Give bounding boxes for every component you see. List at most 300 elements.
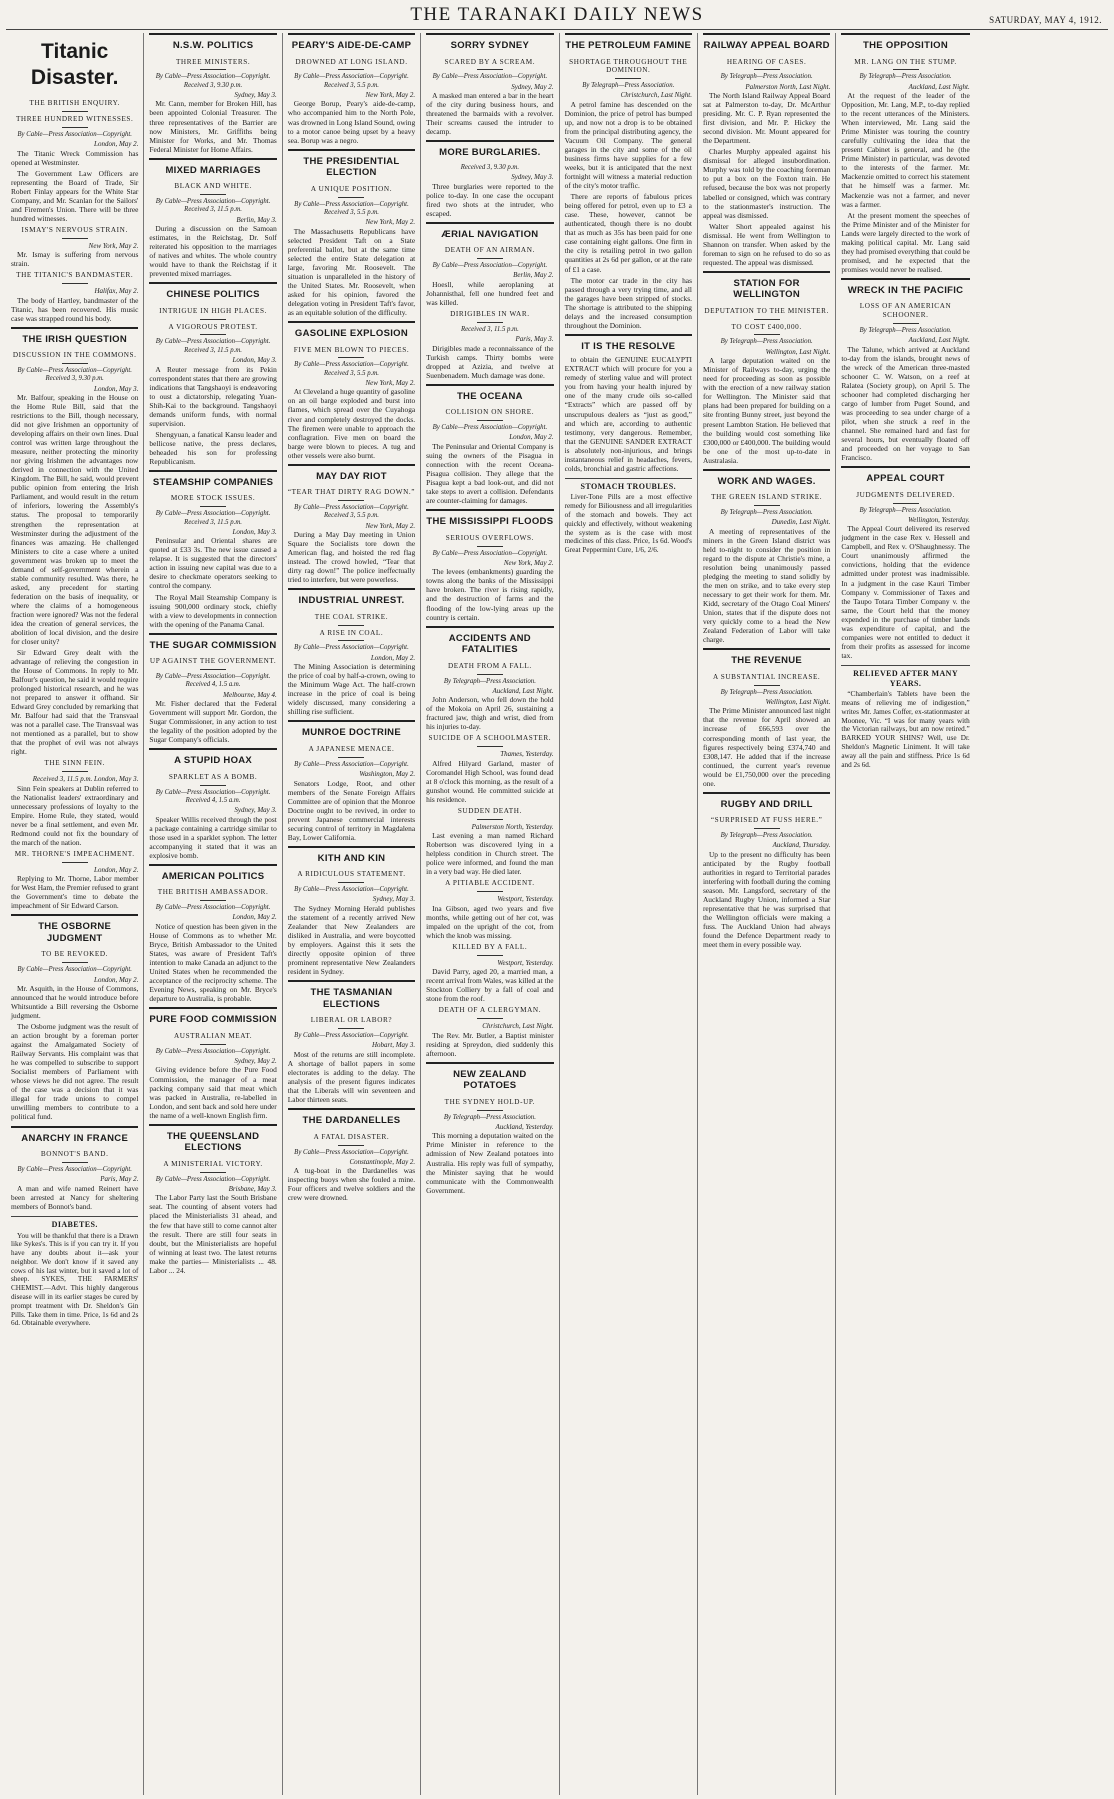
dateline: New York, May 2. [365,378,416,387]
article-subhead: AUSTRALIAN MEAT. [174,1031,253,1040]
article [426,1062,553,1195]
divider-rule [893,503,919,504]
column-5 [560,33,698,1795]
article-subhead: DROWNED AT LONG ISLAND. [295,57,408,66]
press-credit: Received 3, 11.5 p.m. [460,325,519,333]
divider-rule [338,69,364,70]
article [149,633,276,745]
advertisement-text: “Chamberlain's Tablets have been the means of relieving me of indigestion,” writes Mr. James Coffer, ex-stationmaster at Moonee, Vic. “I was for many years with the Victorian railways, but am now retired.” BARKED YOUR SHINS? Well, use Dr. Sheldon's Magnetic Liniment. It will take away all the pain and stiffness. Price 1s 6d and 2s 6d. [841,690,970,769]
article-subhead: THE SYDNEY HOLD-UP. [444,1097,536,1106]
advertisement-text: You will be thankful that there is a Drawn like Sykes's. This is if you can try it. If you have any doubts about it—ask your neighbor. We don't know if it saved any cows of his last winter, but it saved a lot of sheep. SYKES, THE FARMERS' CHEMIST.—Advt. This highly dangerous disease will in its earlier stages be cured by prompt treatment with Dr. Sheldon's Gin Pills. Take them in time. Price, 1s 6d and 2s 6d. Obtainable everywhere. [11,1231,139,1328]
dateline: Auckland, Last Night. [908,82,970,91]
article-headline: ACCIDENTS AND FATALITIES [426,626,553,659]
divider-rule [477,674,503,675]
press-credit: By Telegraph—Press Association. [720,832,813,840]
press-credit: By Cable—Press Association—Copyright. Received 4, 1.5 a.m. [155,672,271,689]
article-paragraph: Ina Gibson, aged two years and five months, while getting out of her cot, was impaled on the upright of the cot, from which the knob was missing. [426,903,554,940]
advertisement-heading: RELIEVED AFTER MANY YEARS. [853,668,959,688]
article-headline: NEW ZEALAND POTATOES [426,1062,553,1095]
article-paragraph: Speaker Willis received through the post a package containing a cartridge similar to those used in a sparklet syphon. The letter accompanying it stated that it was an explosive bomb. [149,814,277,860]
press-credit: By Cable—Press Association—Copyright. Received 3, 9.30 p.m. [155,73,271,89]
article-subhead: HEARING OF CASES. [726,57,807,66]
press-credit: By Telegraph—Press Association. [582,82,675,90]
article-subhead: COLLISION ON SHORE. [445,408,535,417]
article-subhead: DEATH FROM A FALL. [447,661,532,670]
article [426,509,553,621]
dateline: Westport, Yesterday. [497,958,554,967]
article [288,149,415,317]
divider-rule [62,111,88,112]
column-1 [6,33,144,1795]
article-paragraph: Mr. Cann, member for Broken Hill, has been appointed Colonial Treasurer. The three representatives of the Barrier are now Ministers, Mr. Griffiths being Minister for Works, and Mr. Thomas Federal Minister for Home Affairs. [149,99,277,154]
article-paragraph: A masked man entered a bar in the heart of the city during business hours, and threatened the barmaids with a revolver. Their screams caused the intruder to decamp. [426,91,554,137]
article-paragraph: George Borup, Peary's aide-de-camp, who accompanied him to the North Pole, was drowned in Long Island Sound, owing to a motor canoe being upset by a heavy sea. Borup was a negro. [287,99,416,145]
article-paragraph: During a discussion on the Samoan estimates, in the Reichstag, Dr. Solf reiterated his opposition to the marriages of natives and whites. The whole country would have to thank the Reichstag if it prevented mixed marriages. [149,224,277,279]
issue-date: SATURDAY, MAY 4, 1912. [989,15,1102,25]
divider-rule [200,900,226,901]
article-subhead: SUICIDE OF A SCHOOLMASTER. [428,734,552,743]
article-subhead: A JAPANESE MENACE. [308,745,395,754]
article-subhead: THE BRITISH ENQUIRY. [29,99,120,108]
article-subhead: THE TITANIC'S BANDMASTER. [16,271,134,280]
divider-rule [754,69,780,70]
dateline: New York, May 2. [365,521,416,530]
article-paragraph: Mr. Asquith, in the House of Commons, announced that he would introduce before Whitsuntide a Bill reversing the Osborne judgment. [11,984,139,1021]
column-3 [283,33,421,1795]
article-headline: MIXED MARRIAGES [149,158,276,180]
article-headline: SORRY SYDNEY [426,33,553,55]
divider-rule [477,955,503,956]
article-headline: THE MISSISSIPPI FLOODS [426,509,553,531]
dateline: London, May 2. [370,653,416,662]
article-paragraph: A man and wife named Reinert have been arrested at Nancy for sheltering members of Bonnot's band. [11,1183,139,1211]
dateline: Brisbane, May 3. [228,1184,277,1193]
article-subhead: A PITIABLE ACCIDENT. [445,879,535,888]
article [288,321,415,460]
article-paragraph: Up to the present no difficulty has been anticipated by the Rugby football authorities in regard to Territorial parades interfering with football during the coming season. Mr. Langsford, secretary of the Auckland Rugby Union, informed a Star representative that he was surprised that the Wellington officials were making a fuss. The Auckland Union had always found the Defence Department ready to meet them in every possible way. [702,849,831,950]
press-credit: By Telegraph—Press Association. [720,73,813,81]
press-credit: Received 3, 9.30 p.m. [460,163,520,171]
article [149,864,276,1003]
dateline: New York, May 2. [88,241,139,250]
article [426,222,553,380]
dateline: Auckland, Yesterday. [495,1122,554,1131]
article-paragraph: Hoesll, while aeroplaning at Johannisthal, fell one hundred feet and was killed. [426,280,554,308]
press-credit: By Cable—Press Association—Copyright. Received 3, 5.5 p.m. [294,361,409,377]
article-paragraph: The body of Hartley, bandmaster of the Titanic, has been recovered. His music case was strapped round his body. [11,295,139,323]
dateline: Thames, Yesterday. [500,750,554,759]
dateline: Palmerston North, Last Night. [745,82,831,91]
article [149,470,276,629]
divider-rule [200,194,226,195]
divider-rule [338,1145,364,1146]
dateline: Constantinople, May 2. [349,1157,416,1166]
article-paragraph: Giving evidence before the Pure Food Commission, the manager of a meat packing company said that meat which was packed in Australia, re-labelled in London, and sent back and sold here under the name of a well-known English firm. [149,1065,277,1120]
article [149,1007,276,1119]
divider-rule [754,334,780,335]
article-subhead: LIBERAL OR LABOR? [310,1016,393,1025]
press-credit: By Cable—Press Association—Copyright. [294,1032,409,1040]
dateline: Sydney, May 2. [234,1056,277,1065]
divider-rule [338,500,364,501]
dateline: Hobart, May 3. [372,1041,416,1050]
dateline: London, May 3. [232,527,277,536]
article-paragraph: The Prime Minister announced last night that the revenue for April showed an increase of £66,593 over the corresponding month of last year, the figures respectively being £374,740 and £308,147. He added that if the increase continued, the current year's revenue would be £1,750,000 over the preceding one. [702,706,831,788]
divider-rule [62,962,88,963]
article-subhead: JUDGMENTS DELIVERED. [856,490,955,499]
press-credit: By Cable—Press Association—Copyright. [155,904,271,912]
article-paragraph: The Labor Party last the South Brisbane seat. The counting of absent voters had placed the Ministerialists 31 ahead, and the few that have still to come cannot alter the result. There are still four seats in doubt, but the Ministerialists are hopeful of winning at least two. The latest returns make the parties— Ministerialists ... 48. Labor ... 24. [149,1193,277,1275]
divider-rule [200,506,226,507]
article-subhead: THE SINN FEIN. [44,759,105,768]
article-paragraph: The Government Law Officers are representing the Board of Trade, Sir Robert Finlay appears for the White Star Company, and Mr. Scanlan for the Sailors' and Firemen's Union. There will be three hundred witnesses. [11,168,139,223]
article-subhead: A UNIQUE POSITION. [310,184,393,193]
article-paragraph: The Osborne judgment was the result of an action brought by a foreman porter against the Amalgamated Society of Railway Servants. His complaint was that he was compelled to subscribe to support Socialist members of Parliament with whose views he did not agree. The result of the case was a decision that it was illegal for trade unions to compel unwilling members to contribute to a political fund. [11,1022,139,1122]
article-paragraph: The Royal Mail Steamship Company is issuing 900,000 ordinary stock, chiefly with a view to developments in connection with the opening of the Panama Canal. [149,592,277,629]
article-paragraph: The levees (embankments) guarding the towns along the banks of the Mississippi have broken. The river is rising rapidly, and the destruction of farms and the flooding of the low-lying areas up the country is certain. [426,567,554,622]
divider-rule [338,882,364,883]
article-headline: MAY DAY RIOT [288,464,415,486]
dateline: Sydney, May 3. [372,895,416,904]
divider-rule [477,546,503,547]
article-headline: THE PRESIDENTIAL ELECTION [288,149,415,182]
dateline: Berlin, May 3. [236,215,277,224]
article-paragraph: to obtain the GENUINE EUCALYPTI EXTRACT which will procure for you a remedy of sterling value and will protect you from having your health injured by one of the many crude oils so-called “Extracts” which are passed off by unscrupulous dealers as “just as good,” and which are, according to authentic testimony, very dangerous. Remember, that the GENUINE SANDER EXTRACT is absolutely non-injurious, and brings instantaneous relief in headaches, fevers, colds, bronchial and gastric affections. [564,355,692,473]
dateline: New York, May 2. [365,90,416,99]
press-credit: By Cable—Press Association—Copyright. [17,1165,132,1173]
article-subhead: THREE HUNDRED WITNESSES. [15,115,134,123]
press-credit: By Telegraph—Press Association. [720,509,813,517]
article [149,158,276,279]
article-paragraph: Peninsular and Oriental shares are quoted at £33 3s. The new issue caused a relapse. It is suggested that the directors' action in issuing new capital was due to a desire to checkmate operators seeking to control the company. [149,536,277,591]
press-credit: By Cable—Press Association—Copyright. [432,73,548,81]
divider-rule [200,1172,226,1173]
article-paragraph: Shengyuan, a fanatical Kansu leader and bellicose native, the press declares, beheaded his son for professing Republicanism. [149,429,277,466]
article-subhead: THREE MINISTERS. [175,57,251,66]
divider-rule [200,785,226,786]
divider-rule [338,640,364,641]
dateline: Sydney, May 3. [511,173,554,182]
article-headline: MUNROE DOCTRINE [288,720,415,742]
article [426,33,553,136]
article [288,1108,415,1202]
article [426,384,553,505]
press-credit: By Cable—Press Association—Copyright. [294,760,409,768]
divider-rule [477,1018,503,1019]
divider-rule [200,334,226,335]
article-headline: THE OCEANA [426,384,553,406]
article-paragraph: Mr. Ismay is suffering from nervous strain. [11,250,139,269]
dateline: Auckland, Last Night. [908,336,970,345]
article-paragraph: The Massachusetts Republicans have selected President Taft on a State preferential ballot, but at the same time selected the entire State delegation at large, favoring Mr. Roosevelt. The situation is unparalleled in the history of the United States. Mr. Roosevelt, when asked for his opinion, favored the delegation voting in President Taft's favor, as an equitable solution of the difficulty. [287,226,416,317]
article-subhead: A MINISTERIAL VICTORY. [163,1159,263,1168]
article-paragraph: A Reuter message from its Pekin correspondent states that there are growing indications that Tangshaoyi is endeavoring to oust a dictatorship, relegating Yuan-Shih-Kai to the background. Tangshaoyi demands uniform funds, with normal supervision. [149,364,277,428]
divider-rule [200,69,226,70]
article [288,980,415,1104]
article-headline: STEAMSHIP COMPANIES [149,470,276,492]
article-paragraph: The Talune, which arrived at Auckland to-day from the islands, brought news of the wreck of the American three-masted schooner C. W. Watson, on a reef at Ralatea (Society group), on April 5. The schooner had completed discharging her cargo of lumber from Puget Sound, and was proceeding to sea under charge of a pilot, when she struck a reef in the channel. She remained hard and fast for several hours, but eventually floated off and proceeded on her voyage to San Francisco. [841,344,970,463]
article-paragraph: Sinn Fein speakers at Dublin referred to the Nationalist leaders' extraordinary and unnecessary professions of loyalty to the Empire. Home Rule, they stated, would never be a final settlement, and even Mr. Redmond could not fix the boundary of the march of the nation. [11,783,139,847]
divider-rule [62,283,88,284]
article-headline: THE SUGAR COMMISSION [149,633,276,655]
article-paragraph: Dirigibles made a reconnaissance of the Turkish camps. Thirty bombs were dropped at Azizia, and twelve at Suenbenadem. Much damage was done. [426,343,554,380]
article-paragraph: The Sydney Morning Herald publishes the statement of a recently arrived New Zealander that New Zealanders are disliked in Australia, and were boycotted by employers. Against this it sets the directly opposite opinion of three prominent representative New Zealanders resident in Sydney. [287,904,416,977]
divider-rule [62,771,88,772]
article [565,33,692,330]
article-headline: MORE BURGLARIES. [426,140,553,162]
article-subhead: DISCUSSION IN THE COMMONS. [12,351,137,360]
dateline: Christchurch, Last Night. [620,91,692,100]
article-paragraph: Most of the returns are still incomplete. A shortage of ballot papers in some electorates is adding to the delay. The analysis of the present figures indicates that the Liberals will win seventeen and Labor thirteen seats. [287,1050,416,1105]
article-headline: IT IS THE RESOLVE [565,334,692,356]
article-paragraph: At the request of the leader of the Opposition, Mr. Lang, M.P., to-day replied to the recent utterances of the Ministers. When interviewed, Mr. Lang said the Prime Minister was touring the country carefully cultivating the idea that the present Cabinet is general, and he (the Prime Minister) in particular, was devoted to the interests of the farmer. Mr. Mackenzie omitted to correct his statement that he himself was a farmer. Mr. Mackenzie was not a farmer, and never was a farmer. [841,91,970,209]
press-credit: By Cable—Press Association—Copyright. [294,886,409,894]
article [11,33,138,323]
article [703,271,830,465]
press-credit: By Cable—Press Association—Copyright. [432,424,548,432]
press-credit: By Telegraph—Press Association. [859,506,952,514]
divider-rule [62,862,88,863]
article [288,588,415,716]
dateline: Westport, Yesterday. [497,895,554,904]
article-subhead: DEATH OF AN AIRMAN. [444,246,535,255]
divider-rule [338,357,364,358]
press-credit: By Cable—Press Association—Copyright. [432,262,548,270]
article-paragraph: Charles Murphy appealed against his dismissal for alleged insubordination. Murphy was told by the coaching foreman to put a box on the Foxton train. He refused, because the box was not properly labelled or consigned, which was contrary to the stationmaster's instruction. The appeal was dismissed. [702,147,831,220]
dateline: Sydney, May 2. [511,82,554,91]
press-credit: By Cable—Press Association—Copyright. [294,644,409,652]
column-2 [144,33,282,1795]
article [11,327,138,911]
article [149,33,276,154]
divider-rule [893,323,919,324]
dateline: Palmerston North, Yesterday. [471,822,554,831]
divider-rule [338,1028,364,1029]
divider-rule [200,669,226,670]
article-paragraph: At Cleveland a huge quantity of gasoline on an oil barge exploded and burst into flames, which spread over the Cuyahoga river and completely destroyed the docks. The firemen were unable to approach the conflagration. Five men on board the barge were blown to pieces. A tug and other vessels were also burnt. [287,387,416,460]
article-subhead: MR. LANG ON THE STUMP. [854,57,957,66]
advertisement-heading: STOMACH TROUBLES. [580,481,676,491]
article-subhead: LOSS OF AN AMERICAN SCHOONER. [859,302,952,320]
divider-rule [62,1162,88,1163]
dateline: Sydney, May 3. [234,806,277,815]
divider-rule [615,78,641,79]
article [703,469,830,645]
article [288,464,415,585]
article [149,748,276,860]
article-headline: AMERICAN POLITICS [149,864,276,886]
divider-rule [477,69,503,70]
article-headline: THE DARDANELLES [288,1108,415,1130]
article-headline: THE TASMANIAN ELECTIONS [288,980,415,1013]
article-headline: THE REVENUE [703,648,830,670]
article-paragraph: Senators Lodge, Root, and other members of the Senate Foreign Affairs Committee are of opinion that the Monroe Doctrine ought to be revived, in order to prevent Japanese commercial interests securing control of territory in Magdalena Bay, Lower California. [287,778,416,842]
article-paragraph: Mr. Fisher declared that the Federal Government will support Mr. Gordon, the Sugar Commissioner, in any action to test the legality of the position adopted by the Sugar Company's officials. [149,699,277,745]
article-subhead: DEATH OF A CLERGYMAN. [438,1006,542,1015]
article-paragraph: The Titanic Wreck Commission has opened at Westminster. [11,148,139,167]
article-headline: APPEAL COURT [841,466,969,488]
article [841,33,969,274]
article-paragraph: This morning a deputation waited on the Prime Minister in reference to the admission of New Zealand potatoes into Australia. His reply was full of sympathy, the Minister saying that he would communicate with the Commonwealth Government. [426,1131,554,1195]
dateline: Halifax, May 2. [94,287,139,295]
article-subhead: ISMAY'S NERVOUS STRAIN. [21,225,128,234]
article [288,33,415,145]
article-headline: THE OSBORNE JUDGMENT [11,914,138,947]
article-paragraph: Replying to Mr. Thorne, Labor member for West Ham, the Premier refused to grant the Government's time to debate the impeachment of Sir Edward Carson. [11,874,139,911]
article [841,278,969,462]
article-subhead: FIVE MEN BLOWN TO PIECES. [293,345,410,354]
article-subhead: UP AGAINST THE GOVERNMENT. [149,657,277,666]
article-subhead: SCARED BY A SCREAM. [444,57,536,66]
article-paragraph: Notice of question has been given in the House of Commons as to whether Mr. Bryce, British Ambassador to the United States, was aware of President Taft's intention to make Canada an adjunct to the United States when he recommended the acceptance of the reciprocity scheme. The Evening News, speaking on Mr. Bryce's departure to Australia, is probable. [149,922,277,1004]
article-paragraph: The Appeal Court delivered its reserved judgment in the case Rex v. Hessell and Campbell, and Rex v. O'Shaughnessy. The Court unanimously affirmed the convictions, holding that the evidence admitted under protest was inadmissible. In a judgment in the case Kauri Timber Company v. Commissioner of Taxes and the Taupo Totara Timber Company v. the same, the Court held that the money expended in the purchase of timber lands was expenditure of capital, and the companies were not entitled to deduct it from their profits as assessed for income tax. [841,524,970,660]
divider-rule [477,258,503,259]
divider-rule [62,363,88,364]
article-headline: N.S.W. POLITICS [149,33,276,55]
article-headline: PEARY'S AIDE-DE-CAMP [288,33,415,55]
dateline: London, May 2. [509,433,554,442]
divider-rule [200,319,226,320]
press-credit: By Cable—Press Association—Copyright. [17,966,132,974]
divider-rule [754,828,780,829]
article-paragraph: During a May Day meeting in Union Square the Socialists tore down the American flag, and hoisted the red flag instead. The crowd howled, “Tear that dirty rag down!” The police ineffectually tried to interfere, but were powerless. [287,530,416,585]
article-paragraph: Last evening a man named Richard Robertson was discovered lying in a helpless condition in Church street. The police were informed, and found the man in a very bad way. He died later. [426,831,554,877]
divider-rule [754,685,780,686]
dateline: Dunedin, Last Night. [771,518,831,527]
article-subhead: A FATAL DISASTER. [313,1132,390,1141]
article-subhead: SHORTAGE THROUGHOUT THE DOMINION. [569,57,688,75]
article-paragraph: There are reports of fabulous prices being offered for petrol, even up to £3 a case. These, however, cannot be authenticated, though there is no doubt that as much as 35s has been paid for one case containing eight gallons. One firm in the city is retailing petrol in two gallon quantities at 2s 6d per gallon, or at the rate of £1 a case. [564,192,692,274]
article [149,1124,276,1275]
article-subhead: A VIGOROUS PROTEST. [168,322,258,331]
article-headline: THE PETROLEUM FAMINE [565,33,692,55]
article-subhead: TO BE REVOKED. [41,950,109,959]
dateline: New York, May 2. [503,558,554,567]
article [288,720,415,841]
article [565,334,692,473]
press-credit: By Cable—Press Association—Copyright. Received 3, 5.5 p.m. [294,73,409,89]
article-subhead: A RIDICULOUS STATEMENT. [297,870,406,879]
article-subhead: MORE STOCK ISSUES. [170,494,256,503]
article-paragraph: Mr. Balfour, speaking in the House on the Home Rule Bill, said that the restrictions to the Bill, though necessary, did not give Irishmen an opportunity of developing affairs on their own lines. Dual control was written large throughout the measure, neither protecting the minority nor giving Irishmen the advantages now derived in connection with the United Kingdom. The Bill, he said, would prevent public opinion from entering the Irish Parliament, and would result in the return of inferiors, lowering the Assembly's status. The proposal to temporarily strengthen the representation at Westminster during the adjustment of the finances was amazing. He challenged Ministers to cite a case where a united government was broken up to meet the demand of self-government wherein a stable community resulted. Was there, he asked, any precedent for starting federation on the basis of inequality, or where the claims of a homogeneous fraction were ignored? Was not the federal idea the creation of general services, the abolition of local division, and the desire for closer unity? [11,393,139,646]
dateline: Wellington, Yesterday. [908,515,970,524]
article-headline: A STUPID HOAX [149,748,276,770]
divider-rule [200,1044,226,1045]
press-credit: By Cable—Press Association—Copyright. [432,549,548,557]
press-credit: By Cable—Press Association—Copyright. [155,1175,271,1183]
press-credit: By Telegraph—Press Association. [443,677,536,685]
article-subhead: INTRIGUE IN HIGH PLACES. [159,306,267,315]
article-subhead: “TEAR THAT DIRTY RAG DOWN.” [287,488,416,497]
advertisement [11,1216,138,1328]
article-paragraph: Sir Edward Grey dealt with the advantage of relieving the congestion in the House of Commons. In reply to Mr. Balfour's question, he said it would require prolonged historical research, and he was not prepared to answer it offhand. Sir Edward Grey concluded by remarking that Mr. Balfour had said that the Transvaal was not a parallel case. The Transvaal was not mentioned as a parallel, but to show that the prophet of evil was not always right. [11,647,139,757]
dateline: London, May 2. [94,140,139,149]
article-paragraph: A petrol famine has descended on the Dominion, the price of petrol has bumped up, and now not a drop is to be obtained from the principal distributing agency, the Vacuum Oil Company. The general garages in the city and some of the oil business firms have supplies for a few weeks, but it is anticipated that the next fortnight will witness a material reduction of the city's motor traffic. [564,99,692,191]
article-headline: RAILWAY APPEAL BOARD [703,33,830,55]
article-subhead: A SUBSTANTIAL INCREASE. [712,672,821,681]
dateline: London, May 3. [232,355,277,364]
article-subhead: DEPUTATION TO THE MINISTER. [704,306,829,315]
advertisement-heading: DIABETES. [51,1219,98,1229]
dateline: Melbourne, May 4. [223,690,277,699]
dateline: New York, May 2. [365,218,416,227]
article-paragraph: A meeting of representatives of the miners in the Green Island district was held to-night to consider the position in regard to the dispute at Christie's mine, a resolution being unanimously passed pledging the meeting to stand solidly by the men on strike, and to take every step necessary to get their work for them. Mr. Kidd, secretary of the Otago Coal Miners' Union, states that if the dispute does not very quickly come to a head the New Zealand Federation of Labor will take charge. [702,526,831,645]
divider-rule [477,891,503,892]
advertisement [565,478,692,555]
article-subhead: A RISE IN COAL. [319,628,384,637]
article [703,792,830,950]
article-headline: THE OPPOSITION [841,33,969,55]
press-credit: By Cable—Press Association—Copyright. Received 3, 5.5 p.m. [294,200,409,216]
article-headline: Titanic Disaster. [30,40,119,89]
article-subhead: TO COST £400,000. [731,322,802,331]
article-paragraph: At the present moment the speeches of the Prime Minister and of the Minister for Lands were largely directed to the work of making political capital. Mr. Lang said they had promised everything that could be promised, and he expected that the promises would never be realised. [841,210,970,274]
article-subhead: THE COAL STRIKE. [314,612,389,621]
dateline: London, May 2. [94,865,139,874]
dateline: Paris, May 3. [515,335,554,344]
press-credit: By Telegraph—Press Association. [443,1113,536,1121]
dateline: Berlin, May 2. [513,271,554,280]
article-subhead: DIRIGIBLES IN WAR. [450,310,530,319]
press-credit: By Cable—Press Association—Copyright. Received 3, 9.30 p.m. [17,366,132,383]
article-headline: ÆRIAL NAVIGATION [426,222,553,244]
dateline: Received 3, 11.5 p.m. London, May 3. [32,775,139,784]
article-subhead: SERIOUS OVERFLOWS. [445,533,534,542]
article [703,33,830,267]
dateline: Washington, May 2. [359,770,416,779]
article-headline: THE QUEENSLAND ELECTIONS [149,1124,276,1157]
press-credit: By Cable—Press Association—Copyright. Received 3, 11.5 p.m. [155,198,271,214]
article-subhead: THE GREEN ISLAND STRIKE. [711,493,823,502]
advertisement-text: Liver-Tone Pills are a most effective remedy for Biliousness and all irregularities of the stomach and bowels. They act quickly and effectively, without weakening the system as is the case with most medicines of this class. Price, 1s 6d. Wood's Great Peppermint Cure, 1/6, 2/6. [564,493,692,555]
press-credit: By Cable—Press Association—Copyright. [294,1148,409,1156]
divider-rule [754,505,780,506]
advertisement [841,665,969,770]
divider-rule [477,1110,503,1111]
press-credit: By Telegraph—Press Association. [859,73,952,81]
column-7 [836,33,974,1795]
article-subhead: SPARKLET AS A BOMB. [168,772,258,781]
article-subhead: MR. THORNE'S IMPEACHMENT. [14,849,135,858]
article-subhead: “SURPRISED AT FUSS HERE.” [710,816,823,825]
article [11,914,138,1121]
article-paragraph: David Parry, aged 20, a married man, a recent arrival from Wales, was killed at the Stockton Colliery by a fall of coal and stone from the roof. [426,967,554,1004]
article-paragraph: Three burglaries were reported to the police to-day. In one case the occupant fired two shots at the intruder, who escaped. [426,181,554,218]
column-6 [698,33,836,1795]
article [426,626,553,1058]
dateline: Wellington, Last Night. [765,697,831,706]
article [288,846,415,976]
article-paragraph: The Mining Association is determining the price of coal by half-a-crown, owing to the Minimum Wage Act. The half-crown increase in the price of coal is being widely discussed, many considering a shilling rise sufficient. [287,662,416,717]
press-credit: By Cable—Press Association—Copyright. Received 4, 1.5 a.m. [155,788,271,804]
press-credit: By Cable—Press Association—Copyright. Received 3, 5.5 p.m. [294,504,409,520]
dateline: Auckland, Last Night. [492,686,554,695]
article-headline: ANARCHY IN FRANCE [11,1126,138,1148]
article-subhead: SUDDEN DEATH. [457,806,522,815]
divider-rule [477,322,503,323]
press-credit: By Cable—Press Association—Copyright. Received 3, 11.5 p.m. [155,510,271,526]
divider-rule [338,757,364,758]
article-paragraph: A tug-boat in the Dardanelles was inspecting buoys when she fouled a mine. Four officers and twelve soldiers and the crew were drowned. [287,1166,416,1203]
newspaper-title: THE TARANAKI DAILY NEWS [410,4,704,25]
divider-rule [477,420,503,421]
article-headline: RUGBY AND DRILL [703,792,830,814]
press-credit: By Telegraph—Press Association. [720,688,813,696]
article [426,140,553,218]
divider-rule [477,746,503,747]
divider-rule [754,319,780,320]
article-headline: GASOLINE EXPLOSION [288,321,415,343]
